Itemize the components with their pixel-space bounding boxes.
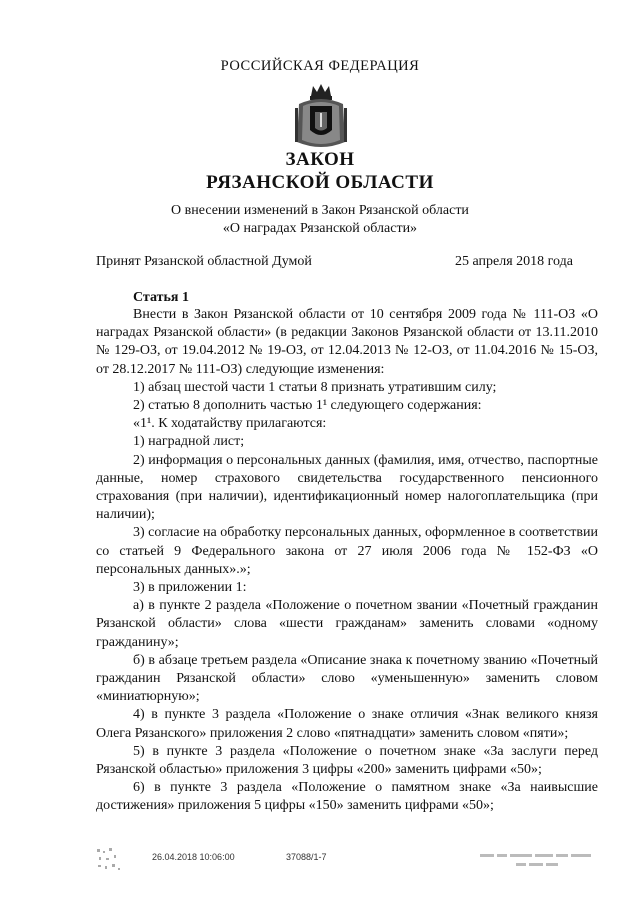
subtitle-line1: О внесении изменений в Закон Рязанской области [171,203,469,218]
article-paragraph: 3) согласие на обработку персональных данных, оформленное в соответствии со статьей 9 Федерального закона от 27 июля 2006 года № 152-ФЗ «О персональных данных».»; [96,525,598,577]
adopted-by-label: Принят Рязанской областной Думой [96,254,312,269]
law-title-line1: ЗАКОН [285,149,355,170]
adoption-date: 25 апреля 2018 года [455,254,573,269]
barcode-icon [95,846,123,874]
coat-of-arms-icon [293,82,349,152]
article-paragraph: «1¹. К ходатайству прилагаются: [133,416,327,432]
law-title-line2: РЯЗАНСКОЙ ОБЛАСТИ [206,172,434,193]
article-title: Статья 1 [133,290,189,305]
article-paragraph: 1) абзац шестой части 1 статьи 8 признать утратившим силу; [133,379,497,395]
article-paragraph: а) в пункте 2 раздела «Положение о почетном звании «Почетный гражданин Рязанской области» слова «шести гражданам» заменить словами «одному гражданину»; [96,598,598,650]
faded-stamp-icon [480,850,600,876]
article-paragraph: 2) статью 8 дополнить частью 1¹ следующего содержания: [133,398,482,414]
adoption-line [96,254,596,270]
article-paragraph: 1) наградной лист; [133,434,245,450]
article-paragraph: 6) в пункте 3 раздела «Положение о памятном знаке «За наивысшие достижения» приложения 5 цифры «150» заменить цифрами «50»; [96,780,598,814]
article-paragraph: Внести в Закон Рязанской области от 10 сентября 2009 года № 111-ОЗ «О наградах Рязанской области» (в редакции Законов Рязанской области от 13.11.2010 № 129-ОЗ, от 19.04.2012 № 19-ОЗ, от 12.04.2013 № 12-ОЗ, от 11.04.2016 № 15-ОЗ, от 28.12.2017 № 111-ОЗ) следующие изменения: [96,307,598,377]
footer-timestamp: 26.04.2018 10:06:00 [152,852,235,862]
law-subtitle [0,202,640,238]
article-paragraph: 2) информация о персональных данных (фамилия, имя, отчество, паспортные данные, номер страхового свидетельства государственного пенсионного страхования (при наличии), идентификационный номер налогоплательщика (при наличии); [96,452,598,523]
article-paragraph: б) в абзаце третьем раздела «Описание знака к почетному званию «Почетный гражданин Рязанской области» слово «уменьшенную» заменить словом «миниатюрную»; [96,652,598,705]
article-paragraph: 5) в пункте 3 раздела «Положение о почетном знаке «За заслуги перед Рязанской областью» приложения 3 цифры «200» заменить цифрами «50»; [96,743,598,778]
subtitle-line2: «О наградах Рязанской области» [222,221,418,236]
article-paragraph: 3) в приложении 1: [133,580,247,596]
law-title [0,148,640,194]
article-body [96,306,598,816]
article-paragraph: 4) в пункте 3 раздела «Положение о знаке отличия «Знак великого князя Олега Рязанского» приложения 2 слово «пятнадцати» заменить словом «пяти»; [96,707,598,741]
footer-doc-number: 37088/1-7 [286,852,327,862]
federation-heading: РОССИЙСКАЯ ФЕДЕРАЦИЯ [220,58,420,74]
